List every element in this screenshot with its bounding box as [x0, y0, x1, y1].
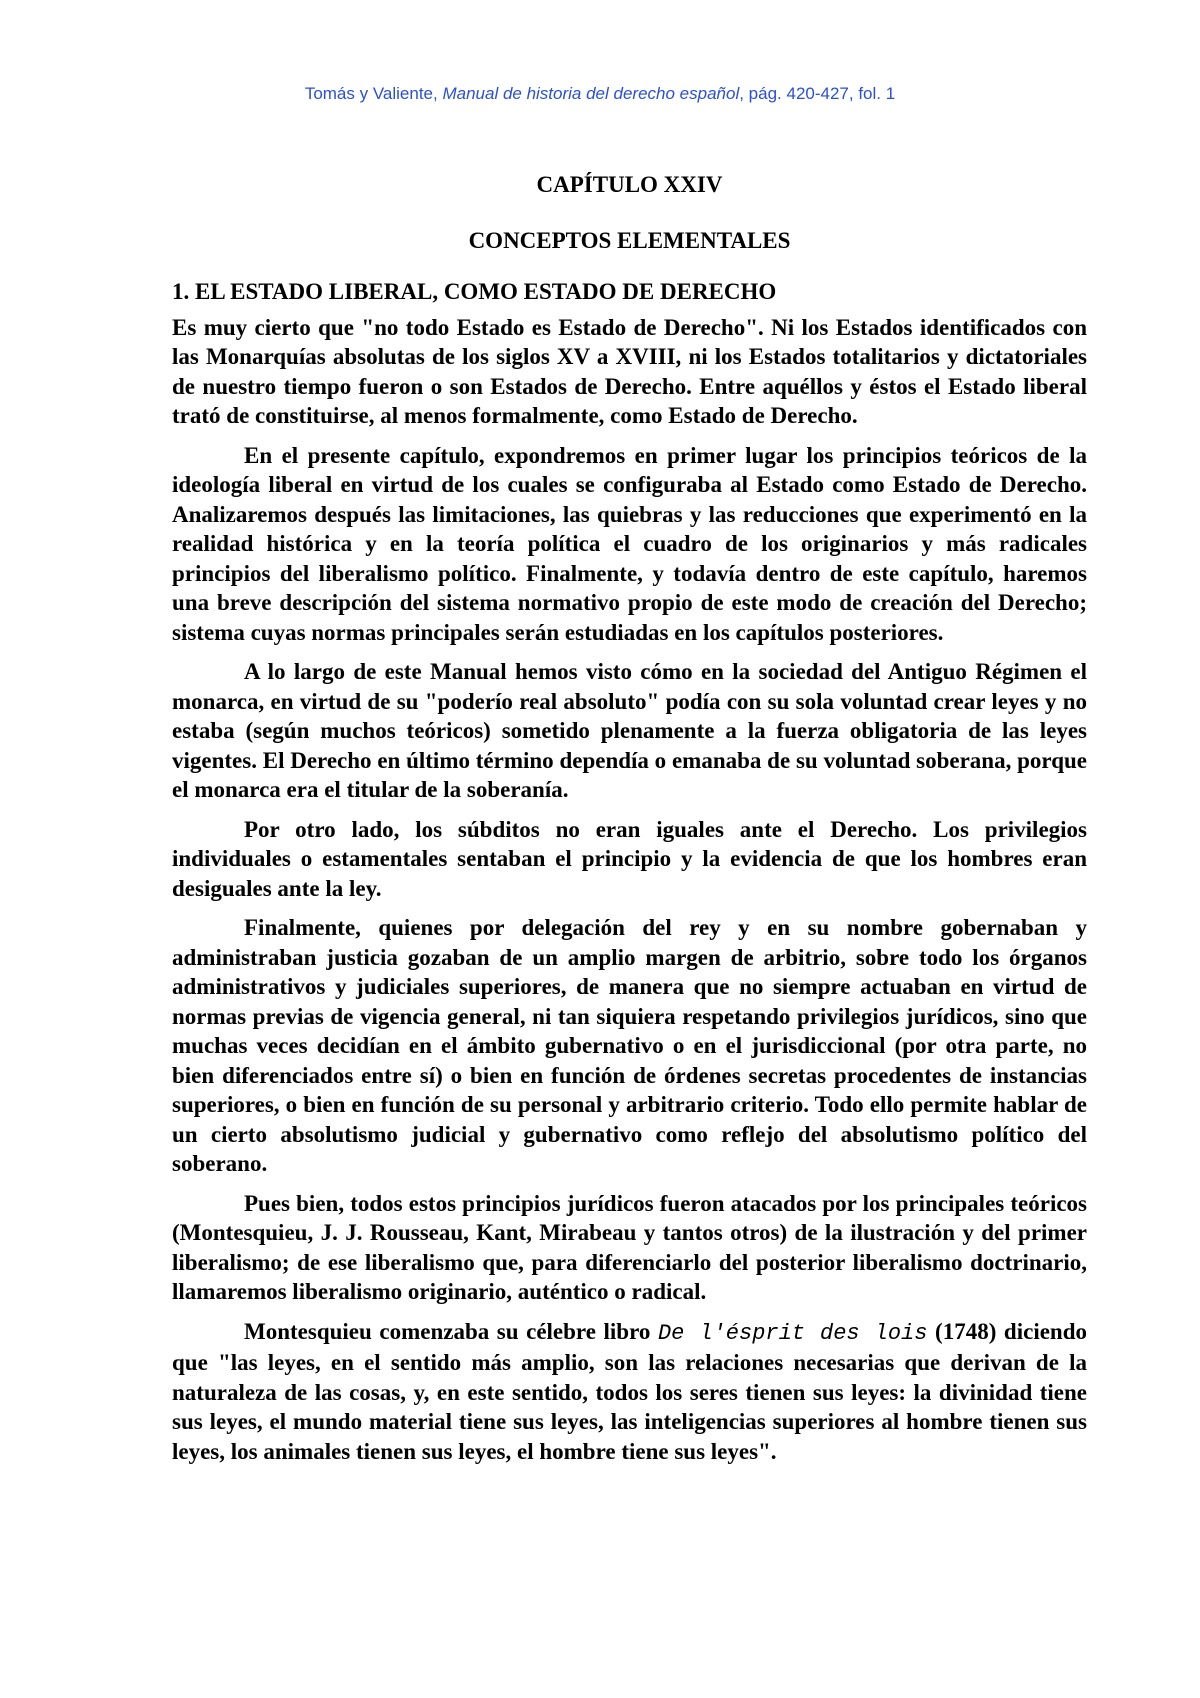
header-reference: [0, 84, 1200, 104]
document-body: [172, 170, 1087, 1476]
header-book-title: Manual de historia del derecho español: [442, 84, 740, 103]
paragraph-7-rest: (1748) diciendo que "las leyes, en el sentido más amplio, son las relaciones necesarias que derivan de la naturaleza de las cosas, y, en este sentido, todos los seres tienen sus leyes: la divinidad tiene sus leyes, el mundo material tiene sus leyes, las inteligencias superiores al hombre tienen sus leyes, los animales tienen sus leyes, el hombre tiene sus leyes".: [172, 1318, 1088, 1464]
chapter-title: CONCEPTOS ELEMENTALES: [468, 227, 791, 253]
header-pages: , pág. 420-427, fol. 1: [739, 84, 896, 103]
chapter-number: CAPÍTULO XXIV: [536, 172, 723, 197]
paragraph-7: [172, 1317, 1087, 1467]
paragraph-3: A lo largo de este Manual hemos visto cómo en la sociedad del Antiguo Régimen el monarca, en virtud de su "poderío real absoluto" podía con su sola voluntad crear leyes y no estaba (según muchos teóricos) sometido plenamente a la fuerza obligatoria de las leyes vigentes. El Derecho en último término dependía o emanaba de su voluntad soberana, porque el monarca era el titular de la soberanía.: [172, 659, 1087, 802]
paragraph-2: En el presente capítulo, expondremos en primer lugar los principios teóricos de la ideología liberal en virtud de los cuales se configuraba al Estado como Estado de Derecho. Analizaremos después las limitaciones, las quiebras y las reducciones que experimentó en la realidad histórica y en la teoría política el cuadro de los originarios y más radicales principios del liberalismo político. Finalmente, y todavía dentro de este capítulo, haremos una breve descripción del sistema normativo propio de este modo de creación del Derecho; sistema cuyas normas principales serán estudiadas en los capítulos posteriores.: [172, 442, 1087, 645]
paragraph-7-lead: Montesquieu comenzaba su célebre libro: [244, 1318, 658, 1344]
paragraph-1: Es muy cierto que "no todo Estado es Estado de Derecho". Ni los Estados identificados con las Monarquías absolutas de los siglos XV a XVIII, ni los Estados totalitarios y dictatoriales de nuestro tiempo fueron o son Estados de Derecho. Entre aquéllos y éstos el Estado liberal trató de constituirse, al menos formalmente, como Estado de Derecho.: [172, 314, 1087, 428]
paragraph-6: Pues bien, todos estos principios jurídicos fueron atacados por los principales teóricos (Montesquieu, J. J. Rousseau, Kant, Mirabeau y tantos otros) de la ilustración y del primer liberalismo; de ese liberalismo que, para diferenciarlo del posterior liberalismo doctrinario, llamaremos liberalismo originario, auténtico o radical.: [172, 1190, 1087, 1304]
paragraph-4: Por otro lado, los súbditos no eran iguales ante el Derecho. Los privilegios individuales o estamentales sentaban el principio y la evidencia de que los hombres eran desiguales ante la ley.: [172, 816, 1087, 901]
header-author: Tomás y Valiente,: [304, 84, 438, 103]
cited-work-title: De l'ésprit des lois: [657, 1320, 928, 1346]
section-heading: 1. EL ESTADO LIBERAL, COMO ESTADO DE DERECHO: [172, 279, 777, 304]
paragraph-5: Finalmente, quienes por delegación del rey y en su nombre gobernaban y administraban justicia gozaban de un amplio margen de arbitrio, sobre todo los órganos administrativos y judiciales superiores, de manera que no siempre actuaban en virtud de normas previas de vigencia general, ni tan siquiera respetando privilegios jurídicos, sino que muchas veces decidían en el ámbito gubernativo o en el jurisdiccional (por otra parte, no bien diferenciados entre sí) o bien en función de órdenes secretas procedentes de instancias superiores, o bien en función de su personal y arbitrario criterio. Todo ello permite hablar de un cierto absolutismo judicial y gubernativo como reflejo del absolutismo político del soberano.: [172, 915, 1087, 1176]
